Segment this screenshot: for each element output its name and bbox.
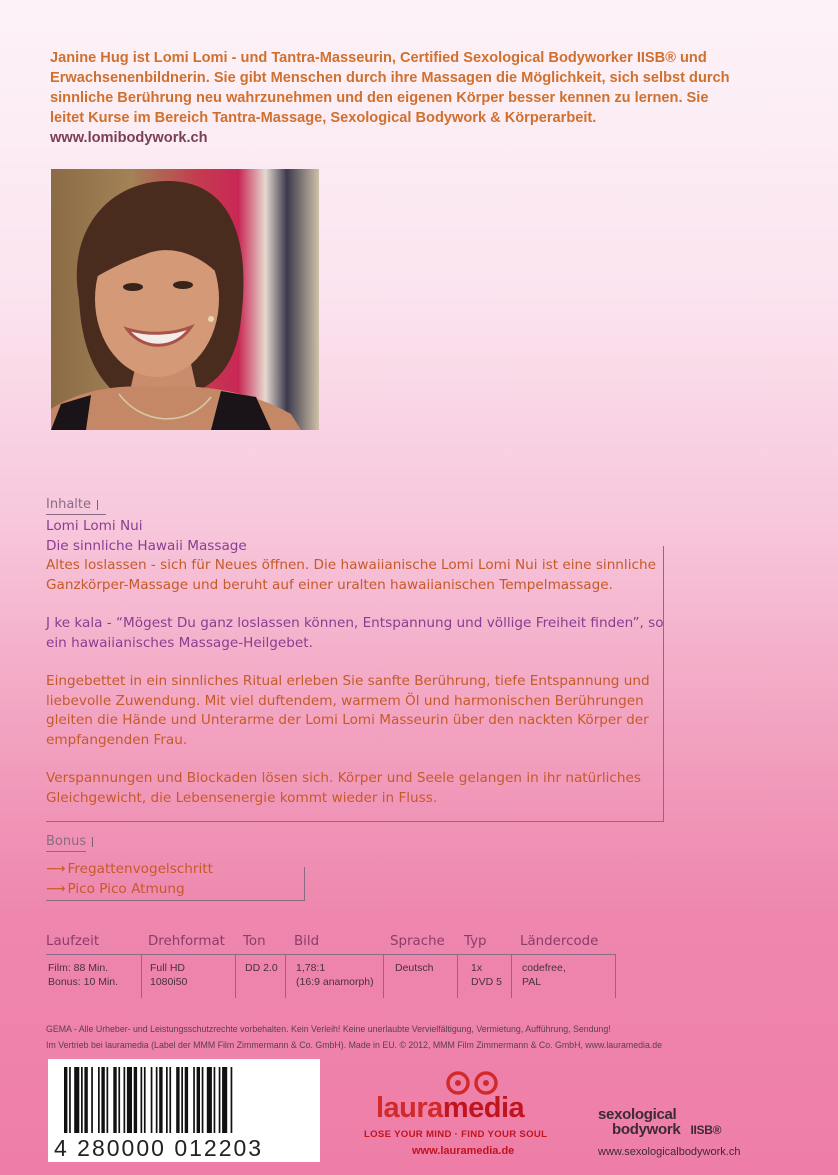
value-line: Film: 88 Min. [48,962,109,974]
barcode-bar [127,1067,132,1133]
value-line: PAL [522,976,542,988]
lauramedia-slogan: LOSE YOUR MIND · FIND YOUR SOUL [364,1129,548,1140]
inhalte-label-text: Inhalte [46,497,91,512]
lauramedia-url[interactable]: www.lauramedia.de [412,1145,515,1157]
header-sprache: Sprache [390,934,445,949]
barcode-bar [166,1067,168,1133]
inhalte-underline [46,514,106,515]
column-divider [285,954,286,998]
barcode-bar [81,1067,83,1133]
sb-url[interactable]: www.sexologicalbodywork.ch [598,1146,741,1158]
barcode-bar [202,1067,204,1133]
barcode-bar [151,1067,153,1133]
bonus-list [46,859,213,899]
header-laendercode: Ländercode [520,934,599,949]
header-typ: Typ [464,934,487,949]
barcode-bar [74,1067,79,1133]
header-laufzeit: Laufzeit [46,934,100,949]
barcode-bar [118,1067,120,1133]
value-line: Full HD [150,962,186,974]
barcode-bar [113,1067,116,1133]
legal-line-1: GEMA - Alle Urheber- und Leistungsschutzrechte vorbehalten. Kein Verleih! Keine unerlaubte Vervielfältigung, Vermietung, Aufführung, Sendung! [46,1024,611,1034]
portrait-illustration [51,169,319,430]
value-ton [245,961,278,975]
iisb-mark: IISB® [690,1123,722,1137]
value-sprache [395,961,434,975]
sexological-bodywork-logo [598,1107,798,1158]
barcode-bar [124,1067,126,1133]
inhalte-paragraph-1: Altes loslassen - sich für Neues öffnen. Die hawaiianische Lomi Lomi Nui ist eine sinnliche Ganzkörper-Massage und beruht auf einer uralten hawaiianischen Tempelmassage. [46,557,656,593]
column-divider [511,954,512,998]
value-line: Deutsch [395,962,434,974]
value-laendercode [522,961,566,989]
value-typ [471,961,502,989]
header-ton: Ton [243,934,266,949]
lauramedia-name [376,1092,524,1125]
bonus-bottom-border [46,900,305,901]
inhalte-label [46,497,98,512]
barcode-bar [222,1067,227,1133]
barcode-bar [159,1067,162,1133]
bonus-item-label: Pico Pico Atmung [67,881,185,897]
sb-line-2 [598,1122,798,1138]
barcode-bar [197,1067,200,1133]
sb-line-1: sexological [598,1106,677,1123]
bio-text: Janine Hug ist Lomi Lomi - und Tantra-Masseurin, Certified Sexological Bodyworker IISB® und Erwachsenenbildnerin. Sie gibt Menschen durch ihre Massagen die Möglichkeit, sich selbst durch sinnliche Berührung neu wahrzunehmen und den eigenen Körper besser kennen zu lernen. Sie leitet Kurse im Bereich Tantra-Massage, Sexological Bodywork & Körperarbeit. [50,50,730,126]
lauramedia-logo [364,1070,581,1165]
arrow-icon: ⟶ [46,881,66,897]
legal-notice [46,1021,806,1053]
inhalte-content [46,517,666,827]
barcode-bar [101,1067,104,1133]
bonus-label [46,834,93,849]
header-drehformat: Drehformat [148,934,225,949]
column-divider [383,954,384,998]
barcode [48,1059,320,1162]
value-bild [296,961,374,989]
value-line: (16:9 anamorph) [296,976,374,988]
barcode-bar [176,1067,179,1133]
barcode-bar [141,1067,143,1133]
author-photo [51,169,319,430]
barcode-bar [219,1067,221,1133]
inhalte-paragraph-2: J ke kala - “Mögest Du ganz loslassen können, Entspannung und völlige Freiheit finden”, so ein hawaiianisches Massage-Heilgebet. [46,615,664,651]
bonus-item-label: Fregattenvogelschritt [67,861,213,877]
barcode-bar [207,1067,212,1133]
inhalte-subtitle: Die sinnliche Hawaii Massage [46,537,247,554]
barcode-bar [84,1067,87,1133]
value-line: 1x [471,962,483,974]
barcode-bar [144,1067,146,1133]
arrow-icon: ⟶ [46,861,66,877]
value-line: Bonus: 10 Min. [48,976,119,988]
bio-url[interactable]: www.lomibodywork.ch [50,130,208,146]
barcode-bar [107,1067,109,1133]
barcode-bar [98,1067,100,1133]
barcode-bar [193,1067,195,1133]
legal-line-2: Im Vertrieb bei lauramedia (Label der MMM Film Zimmermann & Co. GmbH). Made in EU. © 2012, MMM Film Zimmermann & Co. GmbH, www.lauramedia.de [46,1040,663,1050]
barcode-bar [231,1067,233,1133]
value-line: codefree, [522,962,566,974]
inhalte-paragraph-4: Verspannungen und Blockaden lösen sich. Körper und Seele gelangen in ihr natürliches Gleichgewicht, die Lebensenergie kommt wieder in Fluss. [46,770,641,806]
barcode-bar [69,1067,71,1133]
value-line: 1,78:1 [296,962,326,974]
header-bild: Bild [294,934,320,949]
value-line: 1080i50 [150,976,188,988]
column-divider [457,954,458,998]
column-divider [235,954,236,998]
list-item [46,879,213,899]
barcode-bar [134,1067,137,1133]
lauramedia-name-b: media [442,1092,525,1124]
value-drehformat [150,961,187,989]
barcode-bar [91,1067,93,1133]
barcode-bar [214,1067,216,1133]
bonus-right-border [304,867,305,900]
barcode-bars [60,1067,310,1133]
barcode-digits: 4 280000 012203 [54,1135,264,1161]
value-line: DVD 5 [471,976,502,988]
list-item [46,859,213,879]
bonus-label-text: Bonus [46,834,87,849]
value-line: DD 2.0 [245,962,278,974]
table-header-rule [46,954,616,955]
inhalte-paragraph-3: Eingebettet in ein sinnliches Ritual erleben Sie sanfte Berührung, tiefe Entspannung und liebevolle Zuwendung. Mit viel duftendem, warmem Öl und harmonischen Berührungen gleiten die Hände und Unterarme der Lomi Lomi Masseurin über den nackten Körper der empfangenden Frau. [46,673,650,748]
lauramedia-name-a: laura [376,1092,443,1124]
column-divider [141,954,142,998]
bio-text-block [50,48,730,148]
barcode-bar [156,1067,158,1133]
column-divider [615,954,616,998]
barcode-bar [169,1067,171,1133]
inhalte-title: Lomi Lomi Nui [46,518,143,534]
barcode-bar [64,1067,67,1133]
barcode-bar [185,1067,188,1133]
sb-line-2-text: bodywork [612,1121,681,1138]
value-laufzeit [48,961,118,989]
barcode-bar [181,1067,183,1133]
bonus-underline [46,851,86,852]
